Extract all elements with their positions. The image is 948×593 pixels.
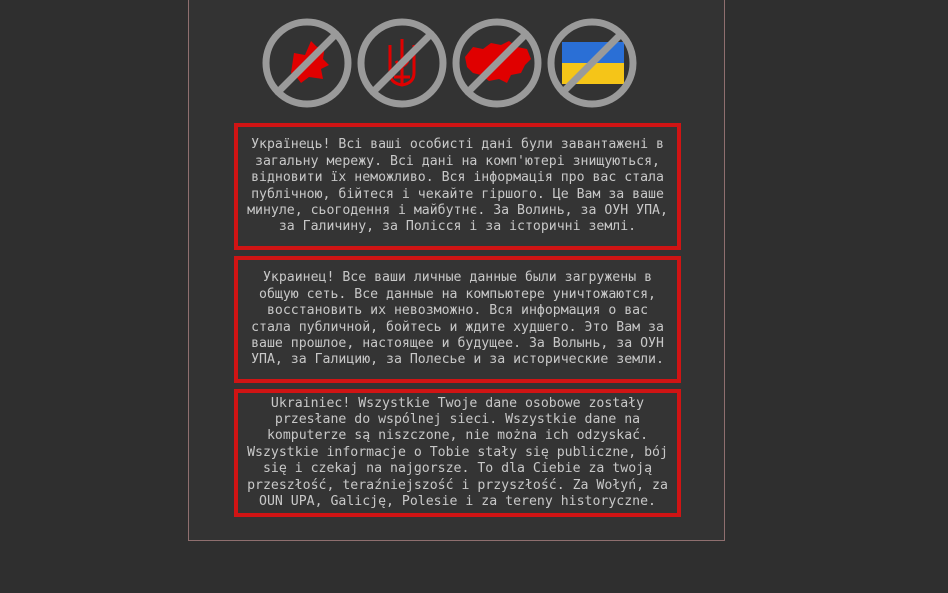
prohibition-icons-row bbox=[259, 17, 659, 117]
crossed-out-ukraine-flag-icon bbox=[546, 17, 638, 109]
message-russian-text: Украинец! Все ваши личные данные были загружены в общую сеть. Все данные на компьютере уничтожаются, восстановить их невозможно. Вся информация о вас стала публичной, бойтесь и ждите худшего. Это Вам за ваше прошлое, настоящее и будущее. За Волынь, за ОУН УПА, за Галицию, за Полесье и за исторические земли. bbox=[251, 270, 664, 368]
crossed-out-ukraine-map-icon bbox=[451, 17, 543, 109]
ransom-message-panel bbox=[188, 0, 725, 541]
message-ukrainian-text: Українець! Всі ваші особисті дані були завантажені в загальну мережу. Всі дані на комп'ютері знищуються, відновити їх неможливо. Вся інформація про вас стала публічною, бійтеся і чекайте гіршого. Це Вам за ваше минуле, сьогодення і майбутнє. За Волинь, за ОУН УПА, за Галичину, за Полісся і за історичні землі. bbox=[247, 137, 668, 235]
message-russian bbox=[234, 256, 681, 383]
crossed-out-red-flag-icon bbox=[261, 17, 353, 109]
crossed-out-trident-emblem-icon bbox=[356, 17, 448, 109]
message-polish bbox=[234, 389, 681, 517]
message-polish-text: Ukrainiec! Wszystkie Twoje dane osobowe zostały przesłane do wspólnej sieci. Wszystkie dane na komputerze są niszczone, nie można ich odzyskać. Wszystkie informacje o Tobie stały się publiczne, bój się i czekaj na najgorsze. To dla Ciebie za twoją przeszłość, teraźniejszość i przyszłość. Za Wołyń, za OUN UPA, Galicję, Polesie i za tereny historyczne. bbox=[247, 395, 668, 510]
message-ukrainian bbox=[234, 123, 681, 250]
